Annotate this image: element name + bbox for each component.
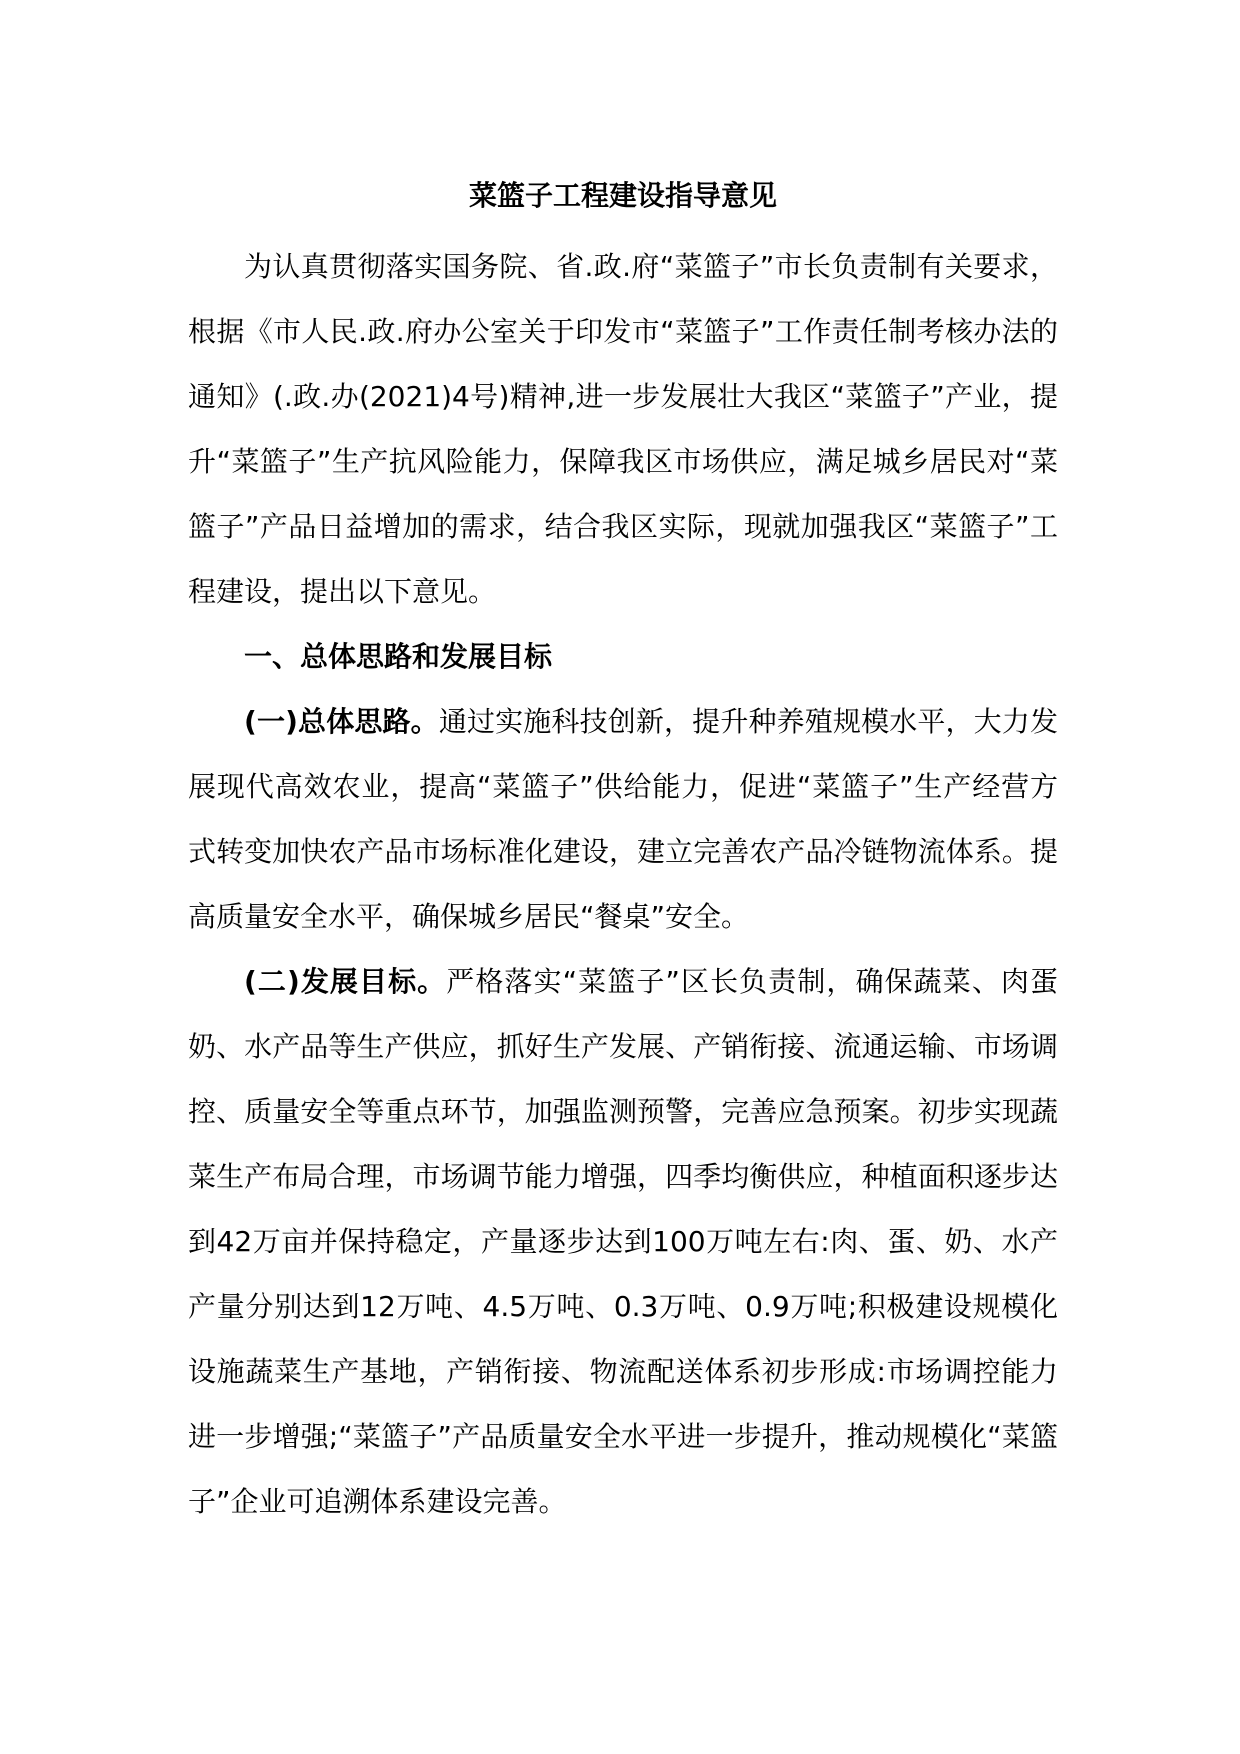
section-heading: 一、总体思路和发展目标 — [244, 640, 553, 673]
development-goals-paragraph — [188, 949, 1058, 1534]
intro-paragraph: 为认真贯彻落实国务院、省.政.府“菜篮子”市长负责制有关要求，根据《市人民.政.府办公室关于印发市“菜篮子”工作责任制考核办法的通知》(.政.办(2021)4号)精神,进一步发展壮大我区“菜篮子”产业，提升“菜篮子”生产抗风险能力，保障我区市场供应，满足城乡居民对“菜篮子”产品日益增加的需求，结合我区实际，现就加强我区“菜篮子”工程建设，提出以下意见。 — [188, 250, 1058, 608]
document-body — [188, 172, 1058, 1534]
overall-approach-paragraph — [188, 689, 1058, 949]
paragraph-lead: (一)总体思路。 — [244, 705, 439, 738]
paragraph-text: 严格落实“菜篮子”区长负责制，确保蔬菜、肉蛋奶、水产品等生产供应，抓好生产发展、产销衔接、流通运输、市场调控、质量安全等重点环节，加强监测预警，完善应急预案。初步实现蔬菜生产布局合理，市场调节能力增强，四季均衡供应，种植面积逐步达到42万亩并保持稳定，产量逐步达到100万吨左右:肉、蛋、奶、水产产量分别达到12万吨、4.5万吨、0.3万吨、0.9万吨;积极建设规模化设施蔬菜生产基地，产销衔接、物流配送体系初步形成:市场调控能力进一步增强;“菜篮子”产品质量安全水平进一步提升，推动规模化“菜篮子”企业可追溯体系建设完善。 — [188, 965, 1058, 1518]
paragraph-lead: (二)发展目标。 — [244, 965, 447, 998]
paragraph-text: 通过实施科技创新，提升种养殖规模水平，大力发展现代高效农业，提高“菜篮子”供给能力，促进“菜篮子”生产经营方式转变加快农产品市场标准化建设，建立完善农产品冷链物流体系。提高质量安全水平，确保城乡居民“餐桌”安全。 — [188, 705, 1058, 933]
document-title: 菜篮子工程建设指导意见 — [468, 179, 777, 212]
